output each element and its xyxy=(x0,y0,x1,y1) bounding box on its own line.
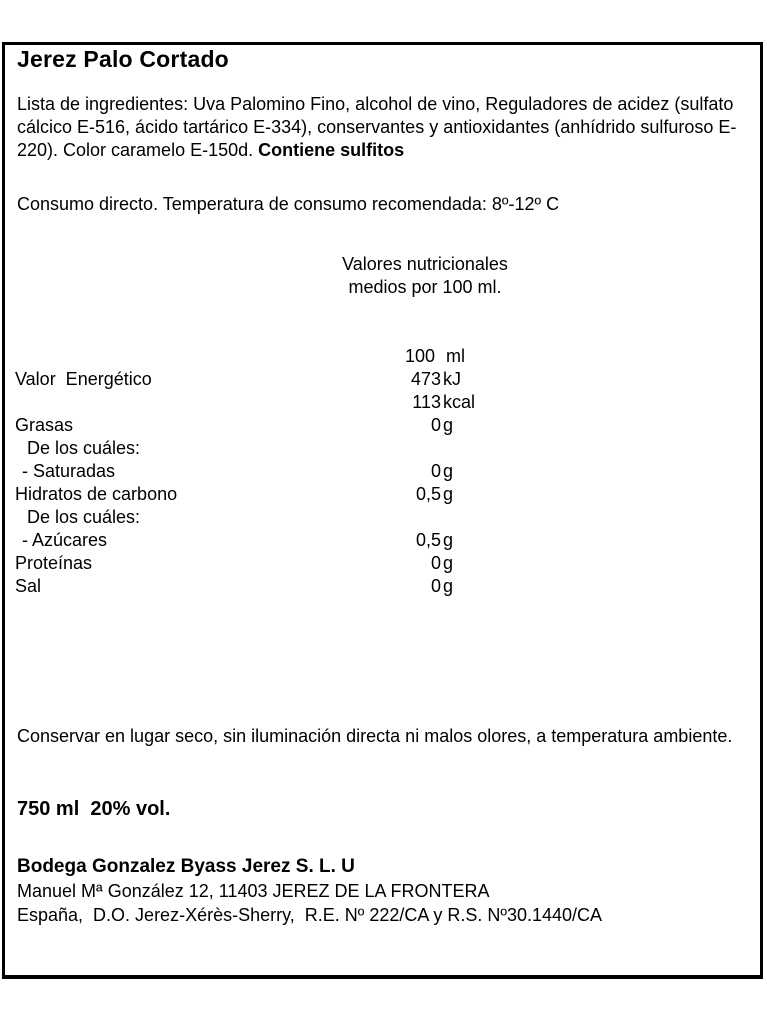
nutrition-row-fat xyxy=(5,414,760,437)
producer-address: Manuel Mª González 12, 11403 JEREZ DE LA FRONTERA xyxy=(17,881,490,901)
nutrition-unit: g xyxy=(443,461,454,481)
consumption-instructions: Consumo directo. Temperatura de consumo recomendada: 8º-12º C xyxy=(17,194,560,214)
nutrition-label: De los cuáles: xyxy=(27,438,141,458)
nutrition-label: Valor Energético xyxy=(15,369,152,389)
nutrition-header-amount: 100 xyxy=(404,346,435,366)
nutrition-value: 0 xyxy=(430,553,441,573)
nutrition-unit: g xyxy=(443,484,454,504)
nutrition-row-energy-kcal xyxy=(5,391,760,414)
nutrition-heading-line1: Valores nutricionales xyxy=(342,254,508,274)
nutrition-label: - Azúcares xyxy=(22,530,108,550)
nutrition-row-saturates xyxy=(5,460,760,483)
nutrition-unit: g xyxy=(443,576,454,596)
product-title: Jerez Palo Cortado xyxy=(17,46,229,72)
nutrition-label: - Saturadas xyxy=(22,461,116,481)
nutrition-value: 0 xyxy=(430,576,441,596)
nutrition-unit: g xyxy=(443,530,454,550)
nutrition-value: 0 xyxy=(430,461,441,481)
nutrition-unit: g xyxy=(443,553,454,573)
nutrition-label: De los cuáles: xyxy=(27,507,141,527)
nutrition-header-unit: ml xyxy=(446,346,465,366)
nutrition-label: Proteínas xyxy=(15,553,93,573)
ingredients-text: Lista de ingredientes: Uva Palomino Fino, alcohol de vino, Reguladores de acidez (sulfato cálcico E-516, ácido tartárico E-334), conservantes y antioxidantes (anhídrido sulfuroso E-220). Color caramelo E-150d. xyxy=(17,94,739,160)
nutrition-row-salt xyxy=(5,575,760,598)
storage-instructions: Conservar en lugar seco, sin iluminación directa ni malos olores, a temperatura ambiente. xyxy=(17,726,733,746)
ingredients-paragraph xyxy=(5,93,760,162)
nutrition-column-header xyxy=(5,345,760,368)
nutrition-label: Grasas xyxy=(15,415,74,435)
nutrition-label: Sal xyxy=(15,576,42,596)
nutrition-row-of-which-carbs xyxy=(5,506,760,529)
nutrition-heading xyxy=(95,253,755,299)
sulfites-warning: Contiene sulfitos xyxy=(258,140,405,160)
nutrition-value: 473 xyxy=(410,369,441,389)
nutrition-label: Hidratos de carbono xyxy=(15,484,178,504)
nutrition-value: 0,5 xyxy=(415,530,441,550)
nutrition-row-of-which-fat xyxy=(5,437,760,460)
nutrition-row-protein xyxy=(5,552,760,575)
nutrition-heading-line2: medios por 100 ml. xyxy=(348,277,502,297)
nutrition-unit: kcal xyxy=(443,392,476,412)
nutrition-value: 0,5 xyxy=(415,484,441,504)
nutrition-row-carbohydrate xyxy=(5,483,760,506)
nutrition-unit: kJ xyxy=(443,369,461,389)
volume-and-abv: 750 ml 20% vol. xyxy=(17,798,171,820)
producer-name: Bodega Gonzalez Byass Jerez S. L. U xyxy=(17,856,355,877)
nutrition-unit: g xyxy=(443,415,454,435)
nutrition-row-sugars xyxy=(5,529,760,552)
nutrition-value: 0 xyxy=(430,415,441,435)
nutrition-row-energy-kj xyxy=(5,368,760,391)
producer-block xyxy=(5,855,760,927)
nutrition-table xyxy=(5,345,760,598)
nutrition-value: 113 xyxy=(412,392,441,412)
producer-registration: España, D.O. Jerez-Xérès-Sherry, R.E. Nº 222/CA y R.S. Nº30.1440/CA xyxy=(17,905,603,925)
product-label xyxy=(2,42,763,979)
